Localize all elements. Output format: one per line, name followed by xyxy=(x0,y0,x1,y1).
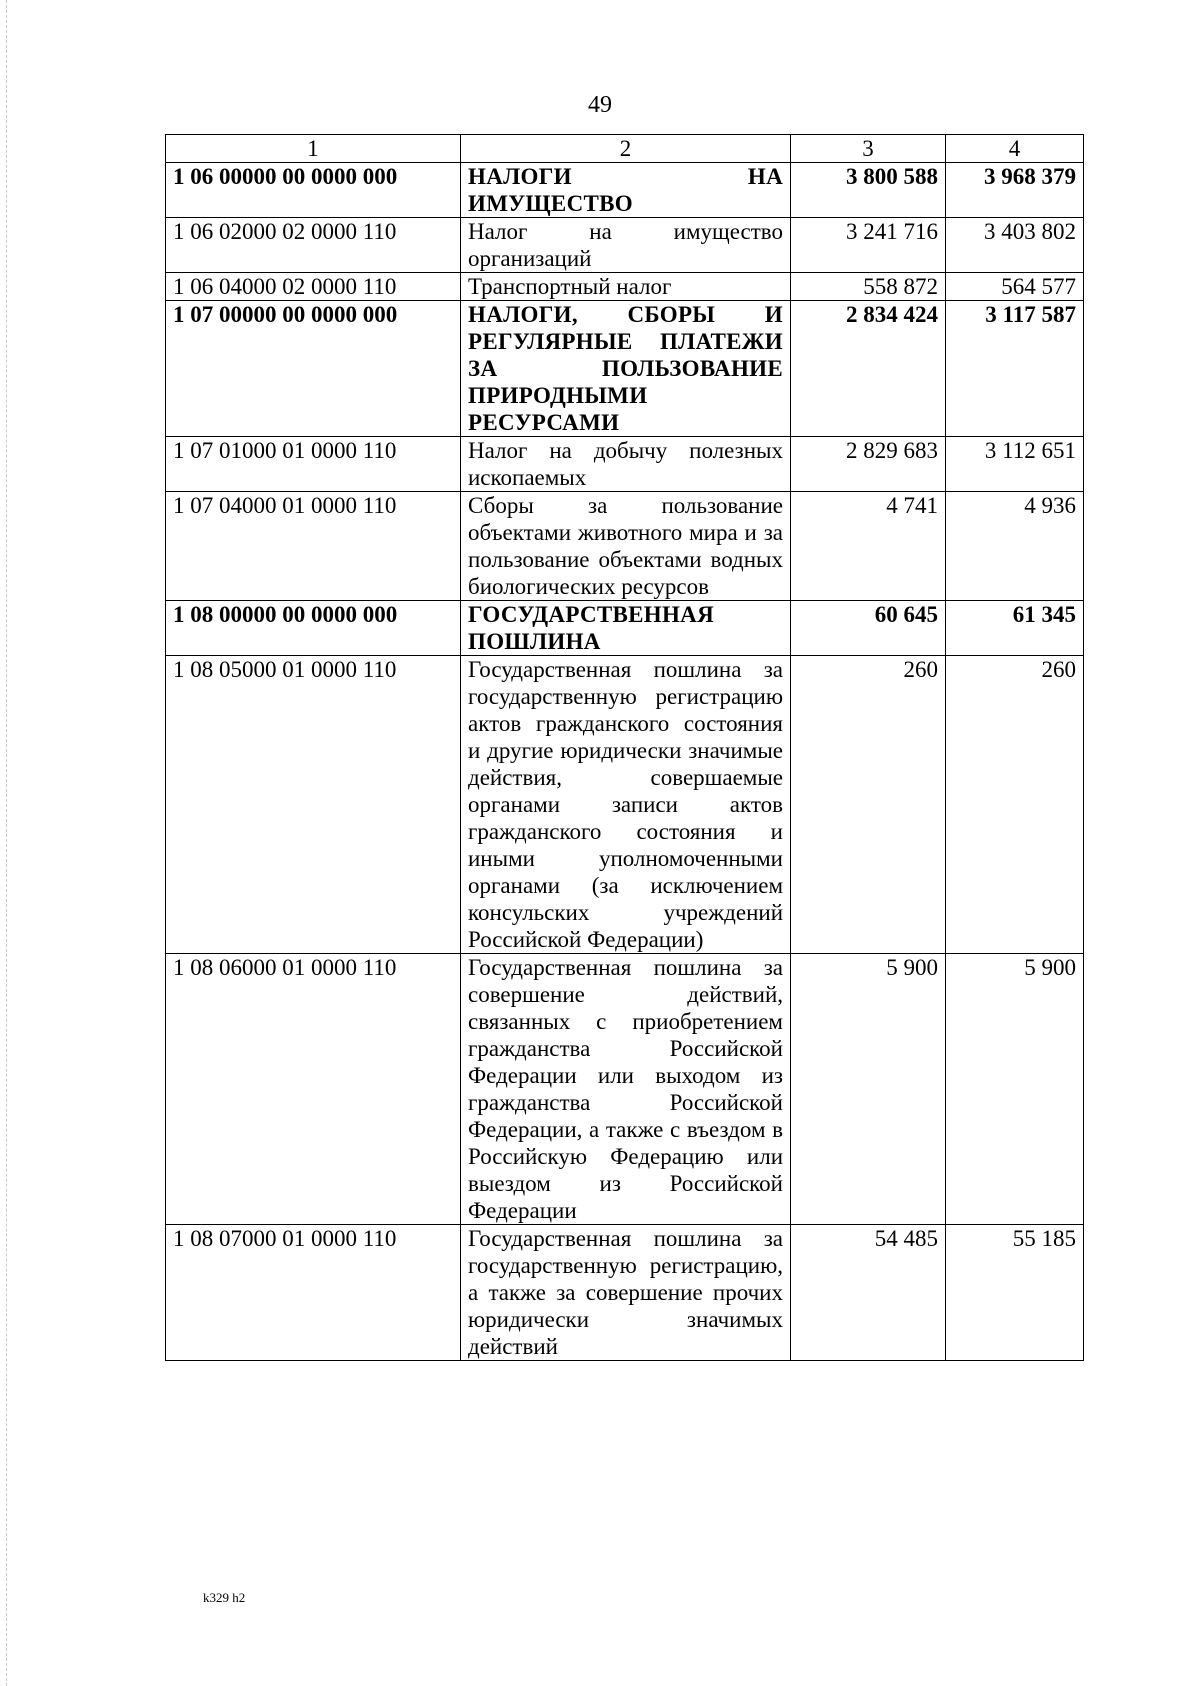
table-row xyxy=(166,954,1084,1225)
budget-code-cell: 1 07 00000 00 0000 000 xyxy=(166,301,461,437)
amount-col3-cell: 558 872 xyxy=(791,273,946,301)
amount-col4-cell: 55 185 xyxy=(946,1225,1084,1361)
amount-col4-cell: 564 577 xyxy=(946,273,1084,301)
amount-col3-cell: 2 834 424 xyxy=(791,301,946,437)
budget-code-cell: 1 06 02000 02 0000 110 xyxy=(166,218,461,273)
amount-col3-cell: 260 xyxy=(791,656,946,954)
budget-code-cell: 1 06 04000 02 0000 110 xyxy=(166,273,461,301)
amount-col4-cell: 61 345 xyxy=(946,601,1084,656)
revenue-name-cell: Налог на имущество организаций xyxy=(461,218,791,273)
budget-code-cell: 1 07 04000 01 0000 110 xyxy=(166,492,461,601)
budget-code-cell: 1 06 00000 00 0000 000 xyxy=(166,163,461,218)
budget-code-cell: 1 08 05000 01 0000 110 xyxy=(166,656,461,954)
amount-col4-cell: 3 403 802 xyxy=(946,218,1084,273)
table-row xyxy=(166,218,1084,273)
table-row xyxy=(166,273,1084,301)
column-header: 2 xyxy=(461,135,791,163)
revenue-name-cell: ГОСУДАРСТВЕННАЯ ПОШЛИНА xyxy=(461,601,791,656)
table-header-row xyxy=(166,135,1084,163)
amount-col4-cell: 3 112 651 xyxy=(946,437,1084,492)
table-row xyxy=(166,301,1084,437)
revenue-table xyxy=(165,134,1084,1361)
amount-col4-cell: 3 117 587 xyxy=(946,301,1084,437)
amount-col4-cell: 5 900 xyxy=(946,954,1084,1225)
amount-col3-cell: 2 829 683 xyxy=(791,437,946,492)
budget-code-cell: 1 08 07000 01 0000 110 xyxy=(166,1225,461,1361)
amount-col3-cell: 4 741 xyxy=(791,492,946,601)
table-row xyxy=(166,601,1084,656)
table-row xyxy=(166,1225,1084,1361)
revenue-name-cell: Транспортный налог xyxy=(461,273,791,301)
column-header: 3 xyxy=(791,135,946,163)
amount-col4-cell: 4 936 xyxy=(946,492,1084,601)
revenue-name-cell: НАЛОГИ НА ИМУЩЕСТВО xyxy=(461,163,791,218)
amount-col3-cell: 5 900 xyxy=(791,954,946,1225)
revenue-name-cell: Сборы за пользование объектами животного мира и за пользование объектами водных биологических ресурсов xyxy=(461,492,791,601)
revenue-name-cell: НАЛОГИ, СБОРЫ И РЕГУЛЯРНЫЕ ПЛАТЕЖИ ЗА ПОЛЬЗОВАНИЕ ПРИРОДНЫМИ РЕСУРСАМИ xyxy=(461,301,791,437)
revenue-name-cell: Налог на добычу полезных ископаемых xyxy=(461,437,791,492)
column-header: 4 xyxy=(946,135,1084,163)
amount-col3-cell: 3 800 588 xyxy=(791,163,946,218)
table-row xyxy=(166,163,1084,218)
budget-code-cell: 1 07 01000 01 0000 110 xyxy=(166,437,461,492)
amount-col3-cell: 54 485 xyxy=(791,1225,946,1361)
amount-col4-cell: 260 xyxy=(946,656,1084,954)
page-number: 49 xyxy=(588,92,612,118)
amount-col4-cell: 3 968 379 xyxy=(946,163,1084,218)
revenue-name-cell: Государственная пошлина за совершение действий, связанных с приобретением гражданства Российской Федерации или выходом из гражданства Российской Федерации, а также с въездом в Российскую Федерацию или выездом из Российской Федерации xyxy=(461,954,791,1225)
amount-col3-cell: 3 241 716 xyxy=(791,218,946,273)
revenue-name-cell: Государственная пошлина за государственную регистрацию, а также за совершение прочих юридически значимых действий xyxy=(461,1225,791,1361)
budget-code-cell: 1 08 00000 00 0000 000 xyxy=(166,601,461,656)
document-footer-code: k329 h2 xyxy=(203,1590,246,1605)
amount-col3-cell: 60 645 xyxy=(791,601,946,656)
column-header: 1 xyxy=(166,135,461,163)
scan-edge-line xyxy=(6,0,7,1686)
budget-code-cell: 1 08 06000 01 0000 110 xyxy=(166,954,461,1225)
table-row xyxy=(166,437,1084,492)
table-row xyxy=(166,492,1084,601)
revenue-name-cell: Государственная пошлина за государственную регистрацию актов гражданского состояния и другие юридически значимые действия, совершаемые органами записи актов гражданского состояния и иными уполномоченными органами (за исключением консульских учреждений Российской Федерации) xyxy=(461,656,791,954)
table-row xyxy=(166,656,1084,954)
